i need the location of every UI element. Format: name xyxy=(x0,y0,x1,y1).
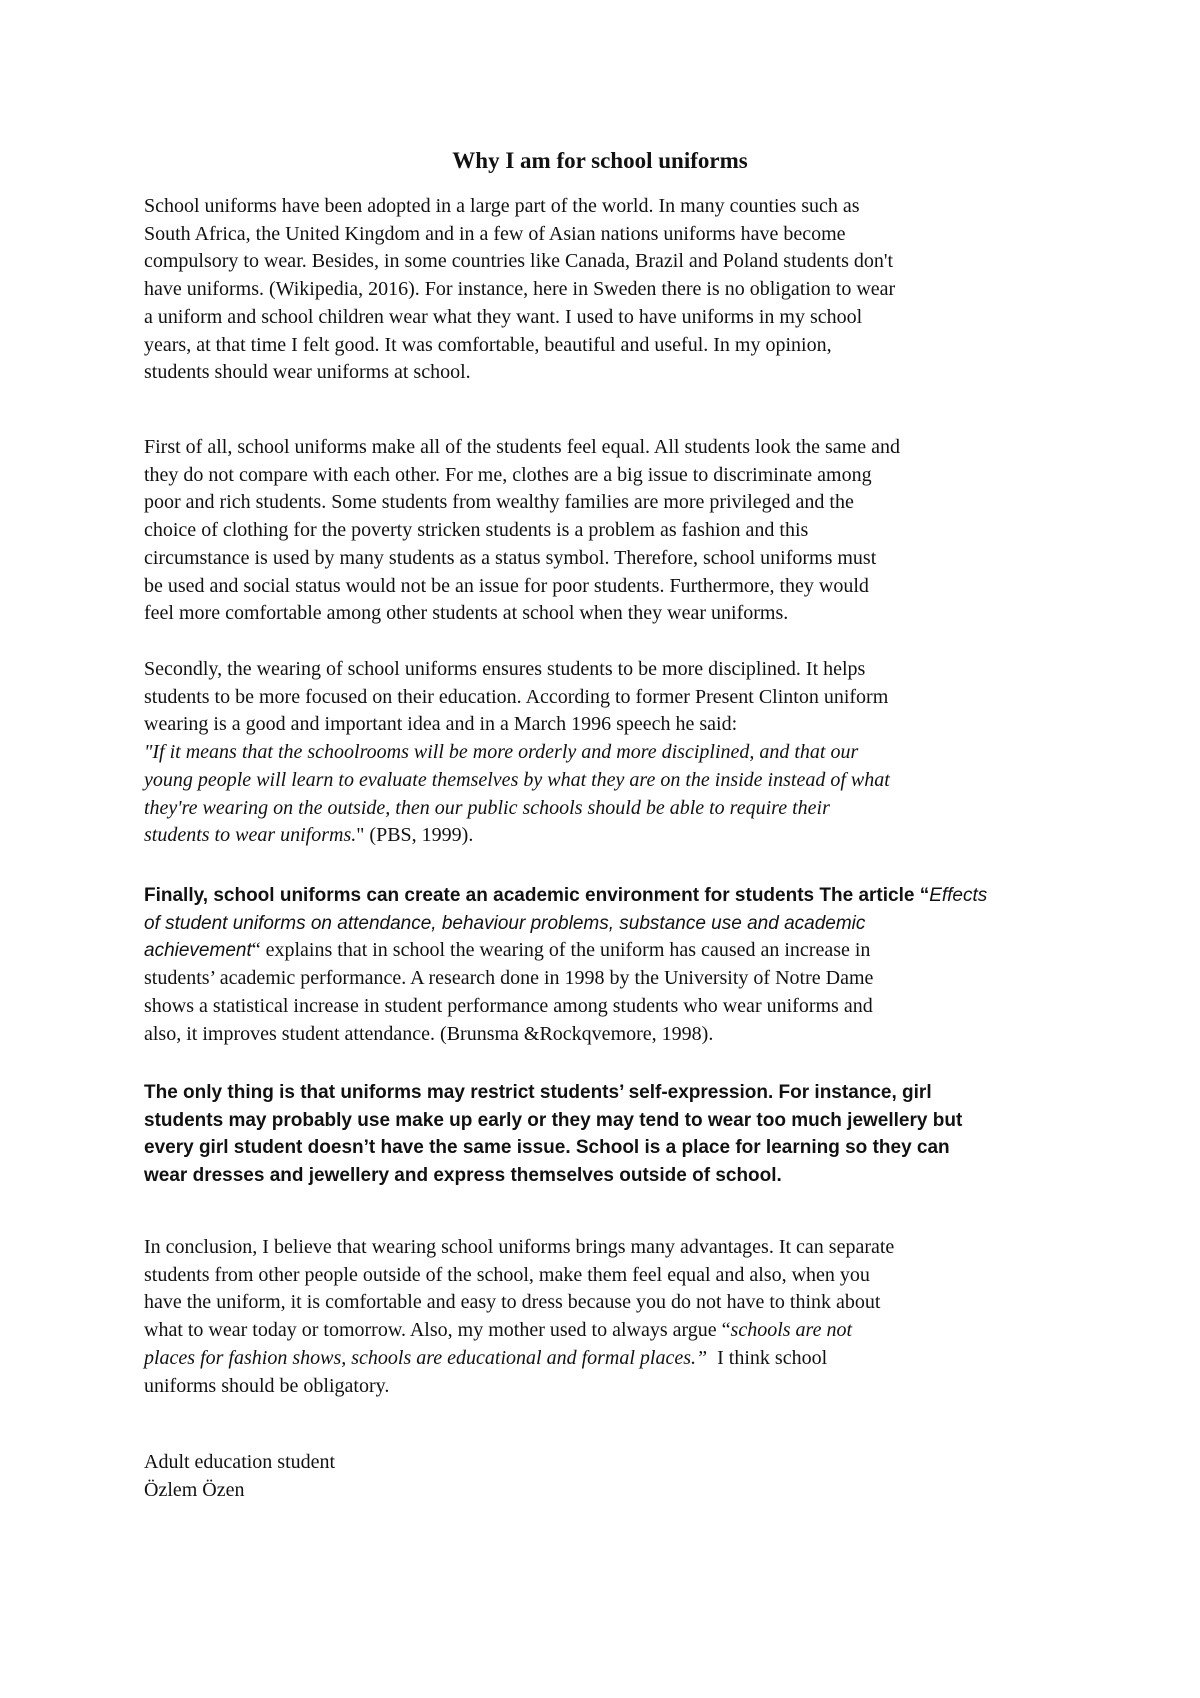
text-line: In conclusion, I believe that wearing school uniforms brings many advantages. It can separate xyxy=(144,1236,895,1258)
text-line: they do not compare with each other. For me, clothes are a big issue to discriminate among xyxy=(144,463,872,486)
text-line: First of all, school uniforms make all of the students feel equal. All students look the same and xyxy=(144,436,900,458)
quote-last-line xyxy=(144,822,1064,850)
text-line xyxy=(144,1345,1064,1373)
text-line: students should wear uniforms at school. xyxy=(144,361,471,384)
text-line: The only thing is that uniforms may restrict students’ self-expression. For instance, girl xyxy=(144,1082,932,1103)
document-title: Why I am for school uniforms xyxy=(452,148,748,173)
paragraph-conclusion xyxy=(144,1234,1064,1400)
text-line: poor and rich students. Some students from wealthy families are more privileged and the xyxy=(144,491,854,514)
text-line xyxy=(144,937,1064,965)
text-line xyxy=(144,910,1064,938)
text-line: uniforms should be obligatory. xyxy=(144,1374,390,1397)
paragraph-second-argument xyxy=(144,656,1064,850)
quoted-saying: schools are not xyxy=(730,1319,853,1342)
text-line: students from other people outside of the school, make them feel equal and also, when you xyxy=(144,1263,870,1286)
text-line: wear dresses and jewellery and express themselves outside of school. xyxy=(144,1165,782,1187)
quoted-saying: places for fashion shows, schools are educational and formal places.” xyxy=(144,1346,708,1369)
text-run: what to wear today or tomorrow. Also, my mother used to always argue “ xyxy=(144,1319,731,1342)
text-line: a uniform and school children wear what they want. I used to have uniforms in my school xyxy=(144,305,863,328)
text-line: Secondly, the wearing of school uniforms ensures students to be more disciplined. It helps xyxy=(144,658,866,680)
article-title: Effects xyxy=(929,885,988,906)
text-line xyxy=(144,882,1064,910)
paragraph-intro xyxy=(144,193,1064,387)
text-line: every girl student doesn’t have the same issue. School is a place for learning so they can xyxy=(144,1137,950,1159)
text-line: years, at that time I felt good. It was comfortable, beautiful and useful. In my opinion, xyxy=(144,333,832,356)
author-role: Adult education student xyxy=(144,1451,336,1473)
text-line: shows a statistical increase in student performance among students who wear uniforms and xyxy=(144,994,873,1017)
article-title: of student uniforms on attendance, behaviour problems, substance use and academic xyxy=(144,912,866,934)
quote-line: they're wearing on the outside, then our public schools should be able to require their xyxy=(144,796,830,819)
quote-text: students to wear uniforms. xyxy=(144,824,357,847)
quote-line: young people will learn to evaluate themselves by what they are on the inside instead of what xyxy=(144,768,890,791)
text-line: choice of clothing for the poverty stricken students is a problem as fashion and this xyxy=(144,519,809,542)
text-run: I think school xyxy=(707,1346,828,1369)
text-line: students may probably use make up early or they may tend to wear too much jewellery but xyxy=(144,1109,963,1131)
text-line: students’ academic performance. A research done in 1998 by the University of Notre Dame xyxy=(144,967,874,990)
signature-block xyxy=(144,1449,1064,1504)
text-line: students to be more focused on their education. According to former Present Clinton uniform xyxy=(144,685,889,708)
text-line: feel more comfortable among other students at school when they wear uniforms. xyxy=(144,602,789,625)
text-line xyxy=(144,1317,1064,1345)
quote-citation: " (PBS, 1999). xyxy=(356,824,474,847)
text-line: South Africa, the United Kingdom and in a few of Asian nations uniforms have become xyxy=(144,222,846,245)
text-run: “ explains that in school the wearing of the uniform has caused an increase in xyxy=(251,939,871,962)
text-line: compulsory to wear. Besides, in some countries like Canada, Brazil and Poland students don't xyxy=(144,250,894,273)
bold-lead-text: Finally, school uniforms can create an academic environment for students The article “ xyxy=(144,885,930,906)
text-line: wearing is a good and important idea and in a March 1996 speech he said: xyxy=(144,713,738,736)
quote-line: "If it means that the schoolrooms will be more orderly and more disciplined, and that our xyxy=(144,741,859,764)
text-line: be used and social status would not be an issue for poor students. Furthermore, they would xyxy=(144,574,869,597)
text-line: have uniforms. (Wikipedia, 2016). For instance, here in Sweden there is no obligation to wear xyxy=(144,278,896,301)
paragraph-finally xyxy=(144,882,1064,1048)
paragraph-counter-argument xyxy=(144,1079,1064,1190)
text-line: School uniforms have been adopted in a large part of the world. In many counties such as xyxy=(144,195,860,217)
author-name: Özlem Özen xyxy=(144,1478,245,1501)
text-line: circumstance is used by many students as a status symbol. Therefore, school uniforms must xyxy=(144,546,877,569)
article-title: achievement xyxy=(144,940,252,962)
text-line: also, it improves student attendance. (Brunsma &Rockqvemore, 1998). xyxy=(144,1022,714,1045)
paragraph-first-argument xyxy=(144,434,1064,628)
text-line: have the uniform, it is comfortable and easy to dress because you do not have to think about xyxy=(144,1291,881,1314)
